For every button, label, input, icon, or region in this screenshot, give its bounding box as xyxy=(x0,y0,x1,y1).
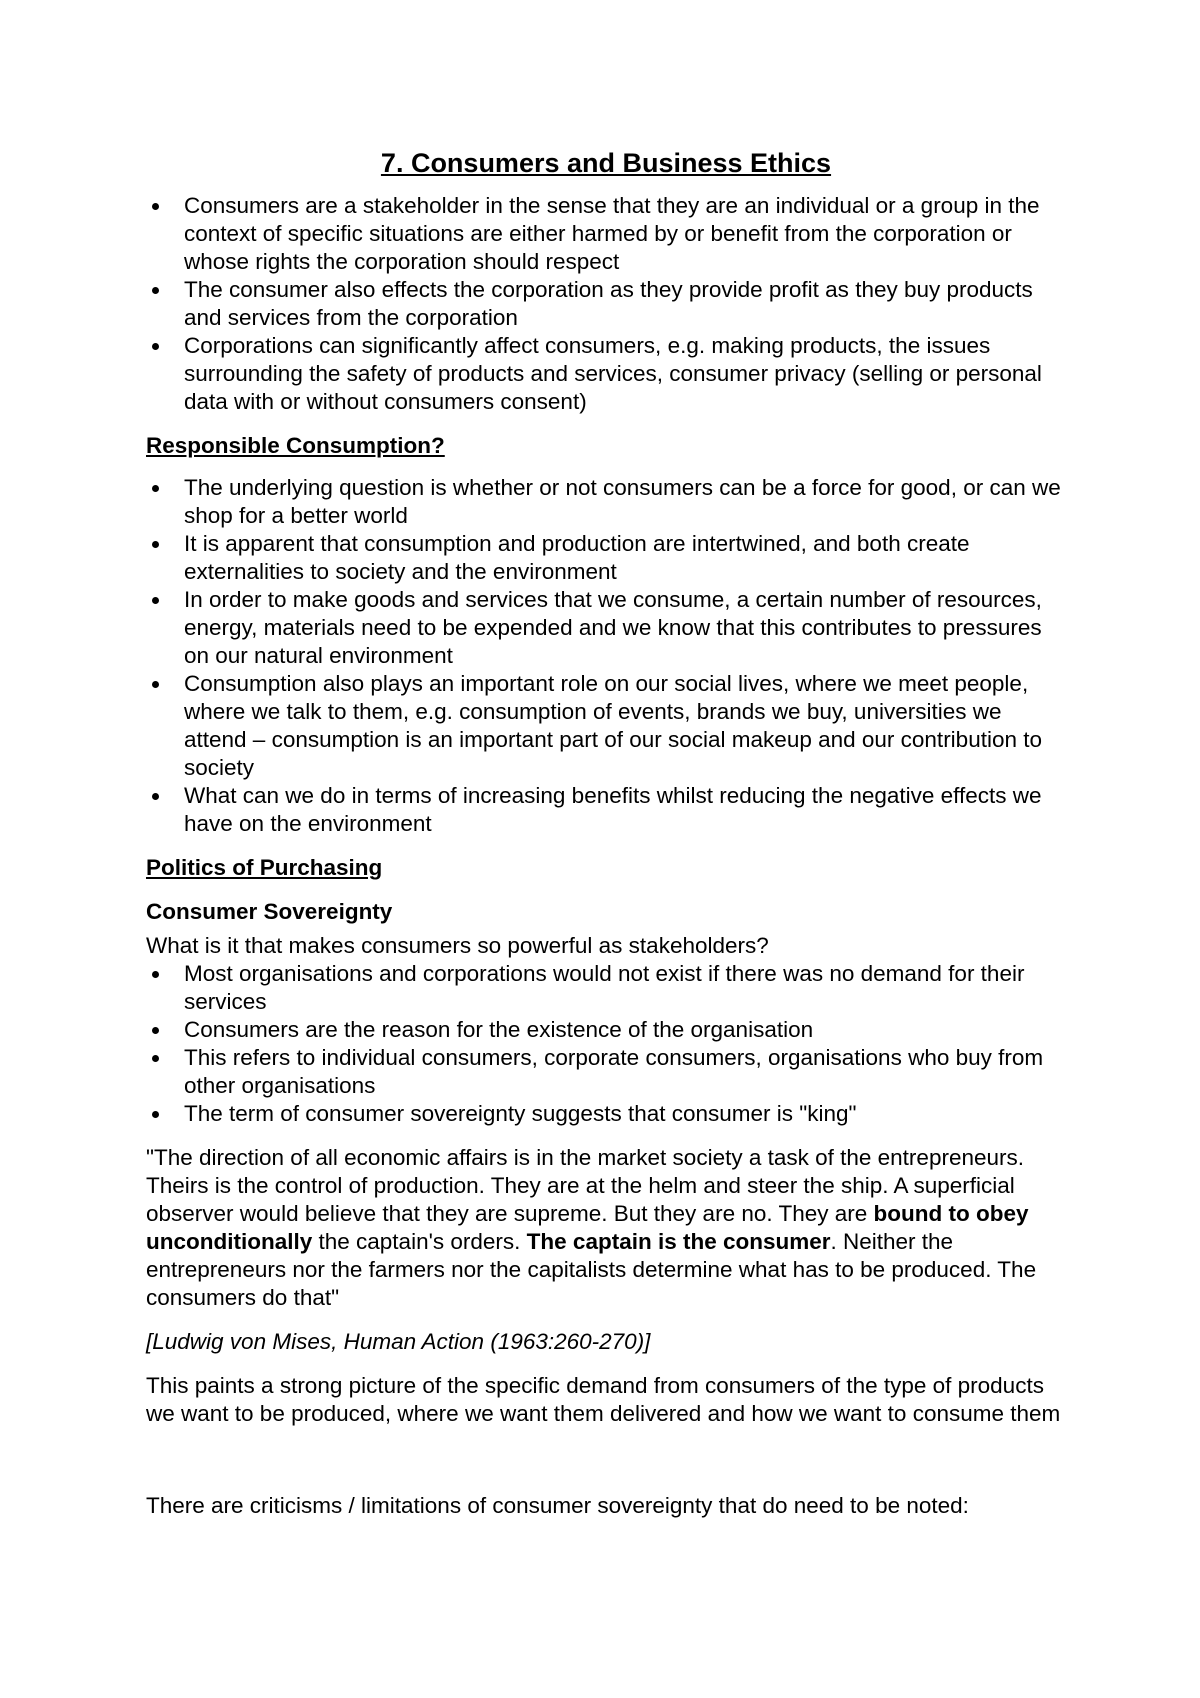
list-item: Corporations can significantly affect consumers, e.g. making products, the issues surrounding the safety of products and services, consumer privacy (selling or personal data with or without consumers consent) xyxy=(146,332,1066,416)
list-item: The underlying question is whether or not consumers can be a force for good, or can we shop for a better world xyxy=(146,474,1066,530)
consumer-sovereignty-bullet-list xyxy=(146,960,1066,1128)
list-item: In order to make goods and services that we consume, a certain number of resources, energy, materials need to be expended and we know that this contributes to pressures on our natural environment xyxy=(146,586,1066,670)
list-item: Consumers are the reason for the existence of the organisation xyxy=(146,1016,1066,1044)
list-item: The consumer also effects the corporation as they provide profit as they buy products and services from the corporation xyxy=(146,276,1066,332)
quote-text: . Neither the entrepreneurs nor the farmers nor the capitalists determine what has to be produced. The consumers do that" xyxy=(146,1229,1037,1310)
quote-bold-text: The captain is the consumer xyxy=(526,1229,831,1254)
document-page xyxy=(146,140,1066,1520)
sub-heading-consumer-sovereignty: Consumer Sovereignty xyxy=(146,899,393,924)
list-item: Consumers are a stakeholder in the sense that they are an individual or a group in the context of specific situations are either harmed by or benefit from the corporation or whose rights the corporation should respect xyxy=(146,192,1066,276)
body-paragraph: This paints a strong picture of the specific demand from consumers of the type of products we want to be produced, where we want them delivered and how we want to consume them xyxy=(146,1373,1061,1426)
responsible-consumption-bullet-list xyxy=(146,474,1066,838)
criticisms-line: There are criticisms / limitations of consumer sovereignty that do need to be noted: xyxy=(146,1493,969,1518)
quote-text: "The direction of all economic affairs is in the market society a task of the entrepreneurs. Theirs is the control of production. They are at the helm and steer the ship. A superficial observer would believe that they are supreme. But they are no. They are xyxy=(146,1145,1024,1226)
section-heading-responsible-consumption: Responsible Consumption? xyxy=(146,433,445,458)
list-item: Consumption also plays an important role on our social lives, where we meet people, where we talk to them, e.g. consumption of events, brands we buy, universities we attend – consumption is an important part of our social makeup and our contribution to society xyxy=(146,670,1066,782)
list-item: This refers to individual consumers, corporate consumers, organisations who buy from other organisations xyxy=(146,1044,1066,1100)
intro-bullet-list xyxy=(146,192,1066,416)
quote-text: the captain's orders. xyxy=(312,1229,527,1254)
list-item: Most organisations and corporations would not exist if there was no demand for their services xyxy=(146,960,1066,1016)
quote-bold-text: bound to obey unconditionally xyxy=(146,1201,1029,1254)
list-item: What can we do in terms of increasing benefits whilst reducing the negative effects we have on the environment xyxy=(146,782,1066,838)
section-heading-politics-of-purchasing: Politics of Purchasing xyxy=(146,855,383,880)
page-title: 7. Consumers and Business Ethics xyxy=(380,148,832,178)
question-text: What is it that makes consumers so powerful as stakeholders? xyxy=(146,933,769,958)
list-item: The term of consumer sovereignty suggests that consumer is "king" xyxy=(146,1100,1066,1128)
list-item: It is apparent that consumption and production are intertwined, and both create externalities to society and the environment xyxy=(146,530,1066,586)
mises-quote xyxy=(146,1144,1066,1312)
quote-citation: [Ludwig von Mises, Human Action (1963:260-270)] xyxy=(146,1329,651,1354)
